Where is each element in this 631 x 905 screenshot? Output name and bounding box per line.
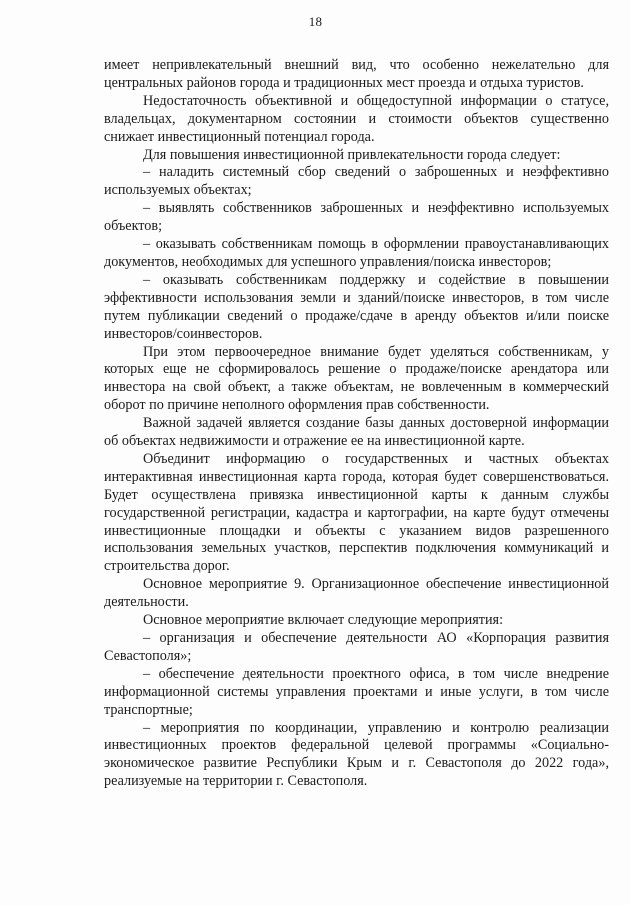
paragraph-priority: При этом первоочередное внимание будет уделяться собственникам, у которых еще не сформировалось решение о продаже/поиске арендатора или инвестора на свой объект, а также объектам, не вовлеченным в коммерческий оборот по причине неполного оформления прав собственности. [104, 343, 609, 414]
paragraph-2: Недостаточность объективной и общедоступной информации о статусе, владельцах, документарном состоянии и стоимости объектов существенно снижает инвестиционный потенциал города. [104, 92, 609, 145]
paragraph-investment-map: Объединит информацию о государственных и частных объектах интерактивная инвестиционная карта города, которая будет совершенствоваться. Будет осуществлена привязка инвестиционной карты к данным службы государственной регистрации, кадастра и картографии, на карте будут отмечены инвестиционные площадки и объекты с указанием видов разрешенного использования земельных участков, перспектив подключения коммуникаций и строительства дорог. [104, 450, 609, 575]
bullet-collect-info: – наладить системный сбор сведений о заброшенных и неэффективно используемых объектах; [104, 164, 609, 199]
bullet-identify-owners: – выявлять собственников заброшенных и неэффективно используемых объектов; [104, 200, 609, 235]
paragraph-3: Для повышения инвестиционной привлекательности города следует: [143, 146, 561, 163]
paragraph-main-event-9: Основное мероприятие 9. Организационное обеспечение инвестиционной деятельности. [104, 576, 609, 611]
paragraph-1: имеет непривлекательный внешний вид, что особенно нежелательно для центральных районов города и традиционных мест проезда и отдыха туристов. [104, 57, 609, 91]
document-body [104, 57, 609, 791]
bullet-project-office: – обеспечение деятельности проектного офиса, в том числе внедрение информационной системы управления проектами и иные услуги, в том числе транспортные; [104, 665, 609, 718]
paragraph-database: Важной задачей является создание базы данных достоверной информации об объектах недвижимости и отражение ее на инвестиционной карте. [104, 415, 609, 450]
bullet-owner-documents: – оказывать собственникам помощь в оформлении правоустанавливающих документов, необходимых для успешного управления/поиска инвесторов; [104, 236, 609, 270]
bullet-owner-support: – оказывать собственникам поддержку и содействие в повышении эффективности использования земли и зданий/поиске инвесторов, в том числе путем публикации сведений о продаже/сдаче в аренду объектов и/или поиске инвесторов/соинвесторов. [104, 271, 609, 342]
bullet-corporation: – организация и обеспечение деятельности АО «Корпорация развития Севастополя»; [104, 630, 609, 664]
page-number: 18 [308, 14, 323, 29]
paragraph-includes-events: Основное мероприятие включает следующие мероприятия: [143, 612, 504, 629]
bullet-coordination: – мероприятия по координации, управлению и контролю реализации инвестиционных проектов федеральной целевой программы «Социально-экономическое развитие Республики Крым и г. Севастополя до 2022 года», реализуемые на территории г. Севастополя. [104, 719, 609, 790]
